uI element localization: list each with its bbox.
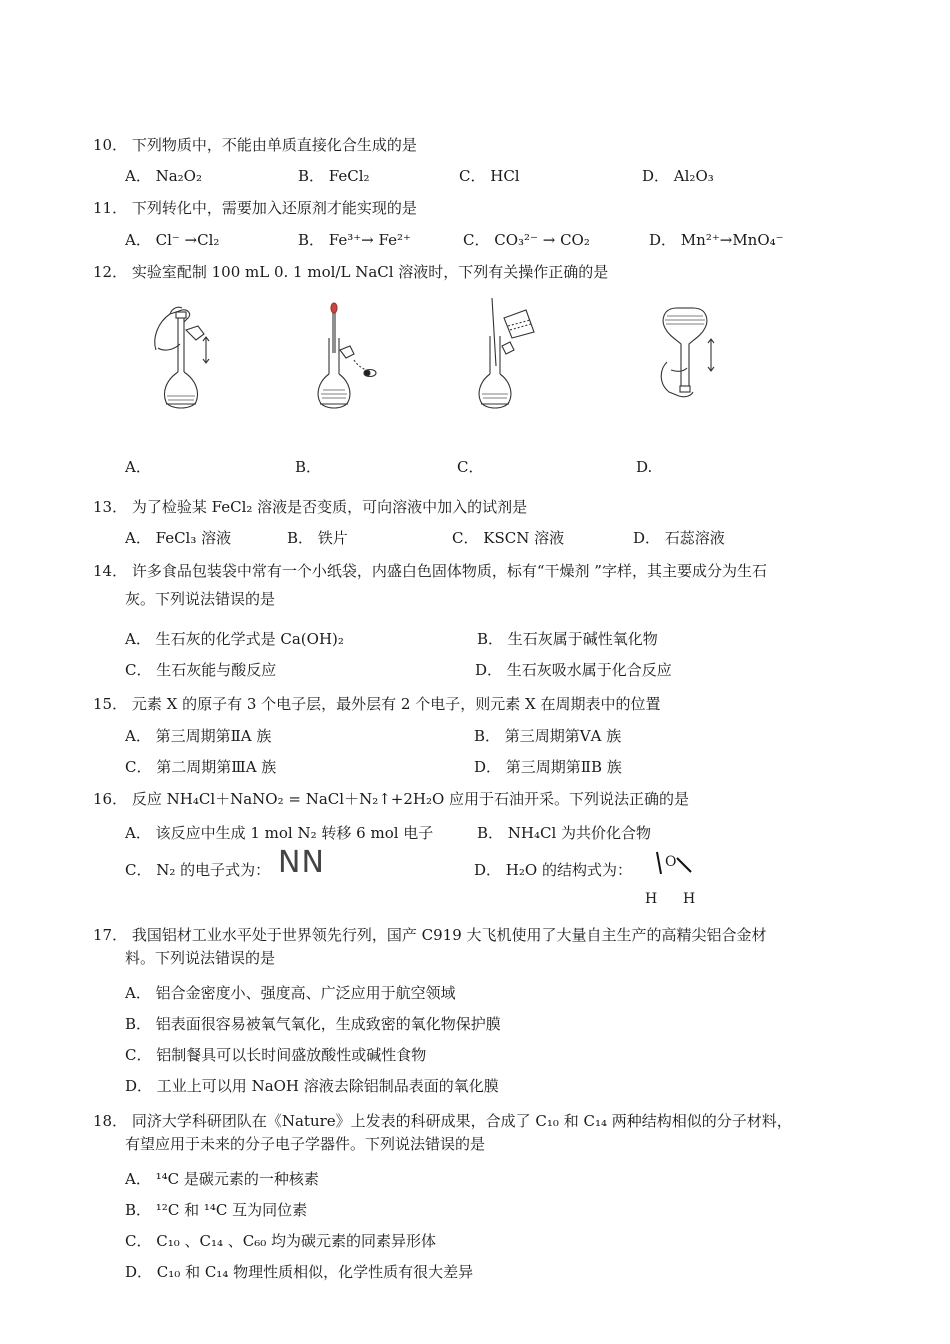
q15-option-b: B． 第三周期第ⅤA 族 <box>474 727 622 745</box>
q10-option-d: D． Al₂O₃ <box>642 167 714 185</box>
q17-option-b: B． 铝表面很容易被氧气氧化，生成致密的氧化物保护膜 <box>125 1015 501 1033</box>
q12-option-b: B． <box>295 458 322 476</box>
q16-option-b: B． NH₄Cl 为共价化合物 <box>477 824 652 842</box>
q14-option-b: B． 生石灰属于碱性氧化物 <box>477 630 658 648</box>
q15-stem: 15． 元素 X 的原子有 3 个电子层，最外层有 2 个电子，则元素 X 在周期表中的位置 <box>93 695 661 713</box>
q17-option-d: D． 工业上可以用 NaOH 溶液去除铝制品表面的氧化膜 <box>125 1077 499 1095</box>
q17-option-c: C． 铝制餐具可以长时间盛放酸性或碱性食物 <box>125 1046 427 1064</box>
q13-option-d: D． 石蕊溶液 <box>633 529 725 547</box>
q11-stem: 11． 下列转化中，需要加入还原剂才能实现的是 <box>93 199 417 217</box>
q12-stem: 12． 实验室配制 100 mL 0. 1 mol/L NaCl 溶液时，下列有关操作正确的是 <box>93 263 609 281</box>
q15-option-d: D． 第三周期第ⅡB 族 <box>474 758 622 776</box>
q18-option-d: D． C₁₀ 和 C₁₄ 物理性质相似，化学性质有很大差异 <box>125 1263 474 1281</box>
q15-option-c: C． 第二周期第ⅢA 族 <box>125 758 277 776</box>
q16-option-d: D． H₂O 的结构式为： <box>474 861 632 879</box>
q11-option-b: B． Fe³⁺→ Fe²⁺ <box>298 231 411 249</box>
q13-stem: 13． 为了检验某 FeCl₂ 溶液是否变质，可向溶液中加入的试剂是 <box>93 498 528 516</box>
q11-option-d: D． Mn²⁺→MnO₄⁻ <box>649 231 784 249</box>
q16-h2o-hydrogen-left: H <box>645 891 658 907</box>
q13-option-b: B． 铁片 <box>287 529 348 547</box>
q12-option-a: A． <box>125 458 151 476</box>
q16-n2-electron-formula: NN <box>278 845 325 880</box>
q18-stem-line1: 18． 同济大学科研团队在《Nature》上发表的科研成果，合成了 C₁₀ 和 C₁₄ 两种结构相似的分子材料， <box>93 1112 792 1130</box>
q17-option-a: A． 铝合金密度小、强度高、广泛应用于航空领域 <box>125 984 456 1002</box>
q11-option-a: A． Cl⁻ →Cl₂ <box>125 231 220 249</box>
q16-h2o-oxygen: O <box>665 854 677 870</box>
q13-option-c: C． KSCN 溶液 <box>452 529 565 547</box>
q18-stem-line2: 有望应用于未来的分子电子学器件。下列说法错误的是 <box>125 1135 486 1153</box>
q10-stem: 10． 下列物质中，不能由单质直接化合生成的是 <box>93 136 417 154</box>
q12-option-d: D. <box>636 458 653 476</box>
q16-option-a: A． 该反应中生成 1 mol N₂ 转移 6 mol 电子 <box>125 824 434 842</box>
q12-figure-d <box>655 300 725 418</box>
q17-stem-line2: 料。下列说法错误的是 <box>125 949 276 967</box>
q14-option-a: A． 生石灰的化学式是 Ca(OH)₂ <box>125 630 344 648</box>
q18-option-a: A． ¹⁴C 是碳元素的一种核素 <box>125 1170 319 1188</box>
q12-figure-a <box>148 300 228 415</box>
q17-stem-line1: 17． 我国铝材工业水平处于世界领先行列，国产 C919 大飞机使用了大量自主生产的高精尖铝合金材 <box>93 926 767 944</box>
q11-option-c: C． CO₃²⁻ → CO₂ <box>463 231 590 249</box>
q16-option-c: C． N₂ 的电子式为： <box>125 861 271 879</box>
q16-h2o-hydrogen-right: H <box>683 891 696 907</box>
q15-option-a: A． 第三周期第ⅡA 族 <box>125 727 272 745</box>
q10-option-b: B． FeCl₂ <box>298 167 370 185</box>
q10-option-c: C． HCl <box>459 167 520 185</box>
q14-stem-line2: 灰。下列说法错误的是 <box>125 590 276 608</box>
q18-option-c: C． C₁₀ 、C₁₄ 、C₆₀ 均为碳元素的同素异形体 <box>125 1232 437 1250</box>
q12-figure-b <box>312 298 392 415</box>
q14-option-d: D． 生石灰吸水属于化合反应 <box>475 661 672 679</box>
q16-stem: 16． 反应 NH₄Cl＋NaNO₂ = NaCl＋N₂↑+2H₂O 应用于石油开采。下列说法正确的是 <box>93 790 690 808</box>
q14-stem-line1: 14． 许多食品包装袋中常有一个小纸袋，内盛白色固体物质，标有“干燥剂 ”字样，其主要成分为生石 <box>93 562 767 580</box>
q12-figure-c <box>476 296 556 414</box>
q12-option-c: C． <box>457 458 484 476</box>
q13-option-a: A． FeCl₃ 溶液 <box>125 529 232 547</box>
q18-option-b: B． ¹²C 和 ¹⁴C 互为同位素 <box>125 1201 308 1219</box>
q14-option-c: C． 生石灰能与酸反应 <box>125 661 277 679</box>
q10-option-a: A． Na₂O₂ <box>125 167 202 185</box>
